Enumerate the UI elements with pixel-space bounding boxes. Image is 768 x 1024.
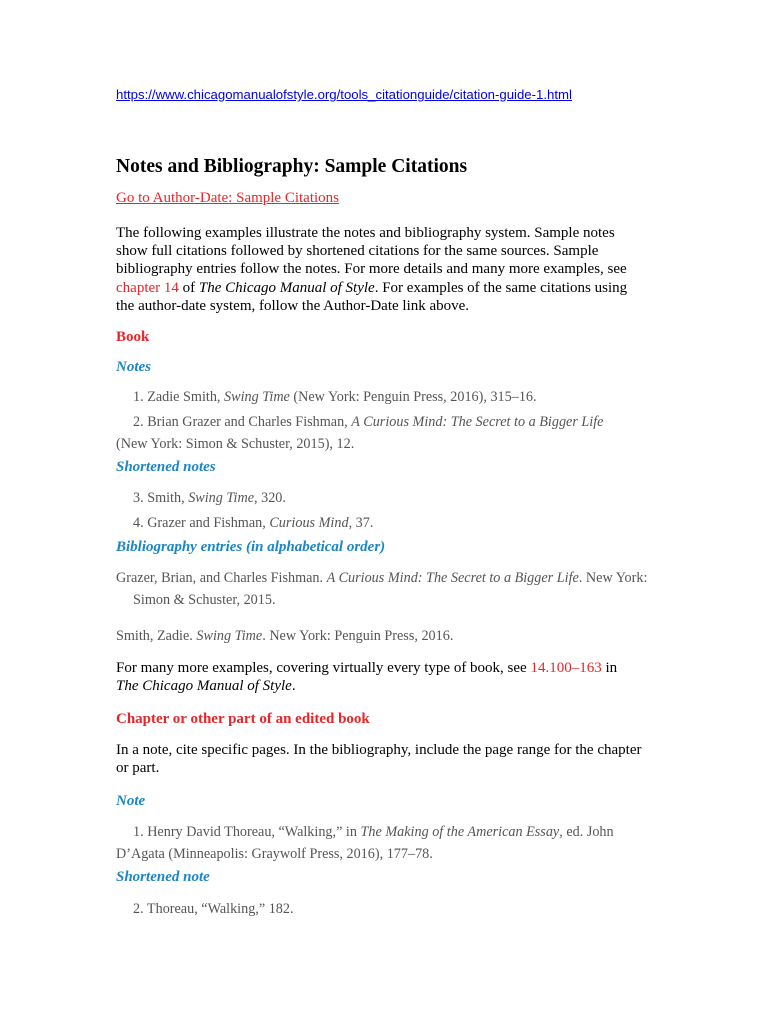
book-bib-entry-1: Grazer, Brian, and Charles Fishman. A Curious Mind: The Secret to a Bigger Life. New York: Simon & Schuster, 2015.: [116, 570, 648, 608]
section-14-100-link[interactable]: 14.100–163: [530, 660, 602, 676]
book-bib-entry-2: Smith, Zadie. Swing Time. New York: Penguin Press, 2016.: [116, 628, 454, 644]
author-date-link[interactable]: Go to Author-Date: Sample Citations: [116, 190, 340, 206]
chapter-14-link[interactable]: chapter 14: [116, 279, 179, 296]
book-note-1: 1. Zadie Smith, Swing Time (New York: Penguin Press, 2016), 315–16.: [133, 389, 537, 405]
book-heading: Book: [116, 329, 150, 345]
chapter-heading: Chapter or other part of an edited book: [116, 711, 370, 727]
more-examples-paragraph: For many more examples, covering virtually every type of book, see 14.100–163 in The Chicago Manual of Style.: [116, 660, 618, 695]
book-short-note-4: 4. Grazer and Fishman, Curious Mind, 37.: [133, 515, 374, 531]
book-note-2: 2. Brian Grazer and Charles Fishman, A Curious Mind: The Secret to a Bigger Life (New York: Simon & Schuster, 2015), 12.: [116, 414, 604, 452]
shortened-notes-heading: Shortened notes: [116, 459, 216, 475]
page-title: Notes and Bibliography: Sample Citations: [116, 156, 468, 177]
shortened-note-heading: Shortened note: [116, 869, 210, 885]
note-heading: Note: [116, 793, 146, 809]
source-url-link[interactable]: https://www.chicagomanualofstyle.org/tools_citationguide/citation-guide-1.html: [116, 87, 572, 102]
bibliography-heading: Bibliography entries (in alphabetical order): [116, 539, 386, 555]
chapter-short-note-2: 2. Thoreau, “Walking,” 182.: [133, 901, 294, 917]
chapter-intro-paragraph: In a note, cite specific pages. In the bibliography, include the page range for the chapter or part.: [116, 742, 642, 777]
intro-paragraph: The following examples illustrate the notes and bibliography system. Sample notes show full citations followed by shortened citations for the same sources. Sample bibliography entries follow the notes. For more details and many more examples, see chapter 14 of The Chicago Manual of Style. For examples of the same citations using the author-date system, follow the Author-Date link above.: [116, 225, 628, 314]
notes-heading: Notes: [116, 359, 151, 375]
book-short-note-3: 3. Smith, Swing Time, 320.: [133, 490, 286, 506]
chapter-note-1: 1. Henry David Thoreau, “Walking,” in The Making of the American Essay, ed. John D’Agata (Minneapolis: Graywolf Press, 2016), 177–78.: [116, 824, 614, 862]
